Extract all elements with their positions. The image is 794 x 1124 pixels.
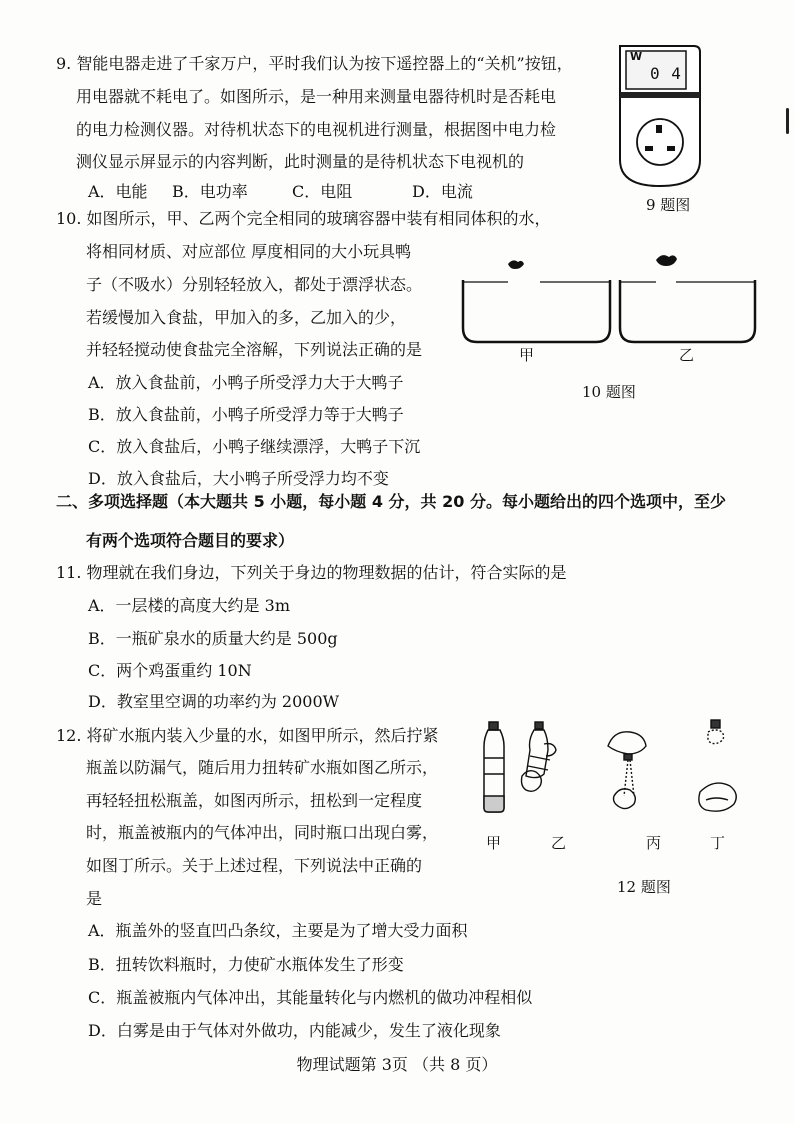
figure-label-yi: 乙 [551, 834, 567, 852]
q9-option-c: C．电阻 [292, 182, 353, 201]
q9-option-a: A．电能 [88, 182, 148, 201]
q9-line-4: 测仪显示屏显示的内容判断，此时测量的是待机状态下电视机的 [76, 152, 525, 171]
section-2-line-1: 二、多项选择题（本大题共 5 小题，每小题 4 分，共 20 分。每小题给出的四个选项中，至少 [56, 492, 726, 511]
q10-option-b: B．放入食盐前，小鸭子所受浮力等于大鸭子 [88, 405, 404, 424]
q11-line-1: 11. 物理就在我们身边，下列关于身边的物理数据的估计，符合实际的是 [56, 563, 567, 582]
containers-figure [460, 250, 760, 360]
q9-line-3: 的电力检测仪器。对待机状态下的电视机进行测量，根据图中电力检 [76, 120, 557, 139]
q12-line-6: 是 [86, 889, 103, 908]
q10-line-5: 并轻轻搅动使食盐完全溶解，下列说法正确的是 [86, 340, 423, 359]
q11-option-b: B．一瓶矿泉水的质量大约是 500g [88, 629, 338, 648]
scan-mark [786, 108, 789, 134]
q12-line-3: 再轻轻扭松瓶盖，如图丙所示，扭松到一定程度 [86, 791, 423, 810]
q10-option-a: A．放入食盐前，小鸭子所受浮力大于大鸭子 [88, 373, 404, 392]
q9-option-b: B．电功率 [172, 182, 248, 201]
q10-line-2: 将相同材质、对应部位 厚度相同的大小玩具鸭 [86, 242, 412, 261]
q12-line-2: 瓶盖以防漏气，随后用力扭转矿水瓶如图乙所示， [86, 758, 439, 777]
q12-option-b: B．扭转饮料瓶时，力使矿水瓶体发生了形变 [88, 955, 404, 974]
meter-reading: 0 4 [650, 64, 682, 83]
q11-option-c: C．两个鸡蛋重约 10N [88, 661, 252, 680]
q11-option-d: D．教室里空调的功率约为 2000W [88, 692, 340, 711]
q11-option-a: A．一层楼的高度大约是 3m [88, 596, 290, 615]
q10-line-4: 若缓慢加入食盐，甲加入的多，乙加入的少， [86, 308, 407, 327]
figure-label-bing: 丙 [646, 834, 662, 852]
q9-figure-caption: 9 题图 [646, 196, 691, 214]
q9-line-2: 用电器就不耗电了。如图所示，是一种用来测量电器待机时是否耗电 [76, 87, 557, 106]
q10-option-d: D．放入食盐后，大小鸭子所受浮力均不变 [88, 469, 389, 488]
q12-line-1: 12. 将矿水瓶内装入少量的水，如图甲所示，然后拧紧 [56, 726, 439, 745]
container-a-label: 甲 [519, 346, 535, 364]
q12-line-5: 如图丁所示。关于上述过程，下列说法中正确的 [86, 856, 423, 875]
q12-line-4: 时，瓶盖被瓶内的气体冲出，同时瓶口出现白雾， [86, 823, 439, 842]
q12-option-a: A．瓶盖外的竖直凹凸条纹，主要是为了增大受力面积 [88, 921, 468, 940]
q9-options [88, 180, 473, 204]
page-footer: 物理试题第 3页 （共 8 页） [296, 1055, 498, 1074]
q9-line-1: 9. 智能电器走进了千家万户，平时我们认为按下遥控器上的“关机”按钮， [56, 54, 573, 73]
meter-unit-label: W [630, 50, 643, 63]
q10-line-1: 10. 如图所示，甲、乙两个完全相同的玻璃容器中装有相同体积的水， [56, 209, 551, 228]
q10-figure-caption: 10 题图 [582, 383, 636, 401]
section-2-line-2: 有两个选项符合题目的要求） [86, 531, 295, 550]
q9-option-d: D．电流 [412, 182, 473, 201]
q10-option-c: C．放入食盐后，小鸭子继续漂浮，大鸭子下沉 [88, 437, 421, 456]
figure-label-ding: 丁 [710, 834, 726, 852]
bottle-figures [478, 716, 748, 826]
q12-option-c: C．瓶盖被瓶内气体冲出，其能量转化与内燃机的做功冲程相似 [88, 988, 533, 1007]
q12-option-d: D．白雾是由于气体对外做功，内能减少，发生了液化现象 [88, 1021, 501, 1040]
q12-figure-caption: 12 题图 [617, 878, 671, 896]
container-b-label: 乙 [679, 346, 695, 364]
q10-line-3: 子（不吸水）分别轻轻放入，都处于漂浮状态。 [86, 275, 423, 294]
figure-label-jia: 甲 [486, 834, 502, 852]
